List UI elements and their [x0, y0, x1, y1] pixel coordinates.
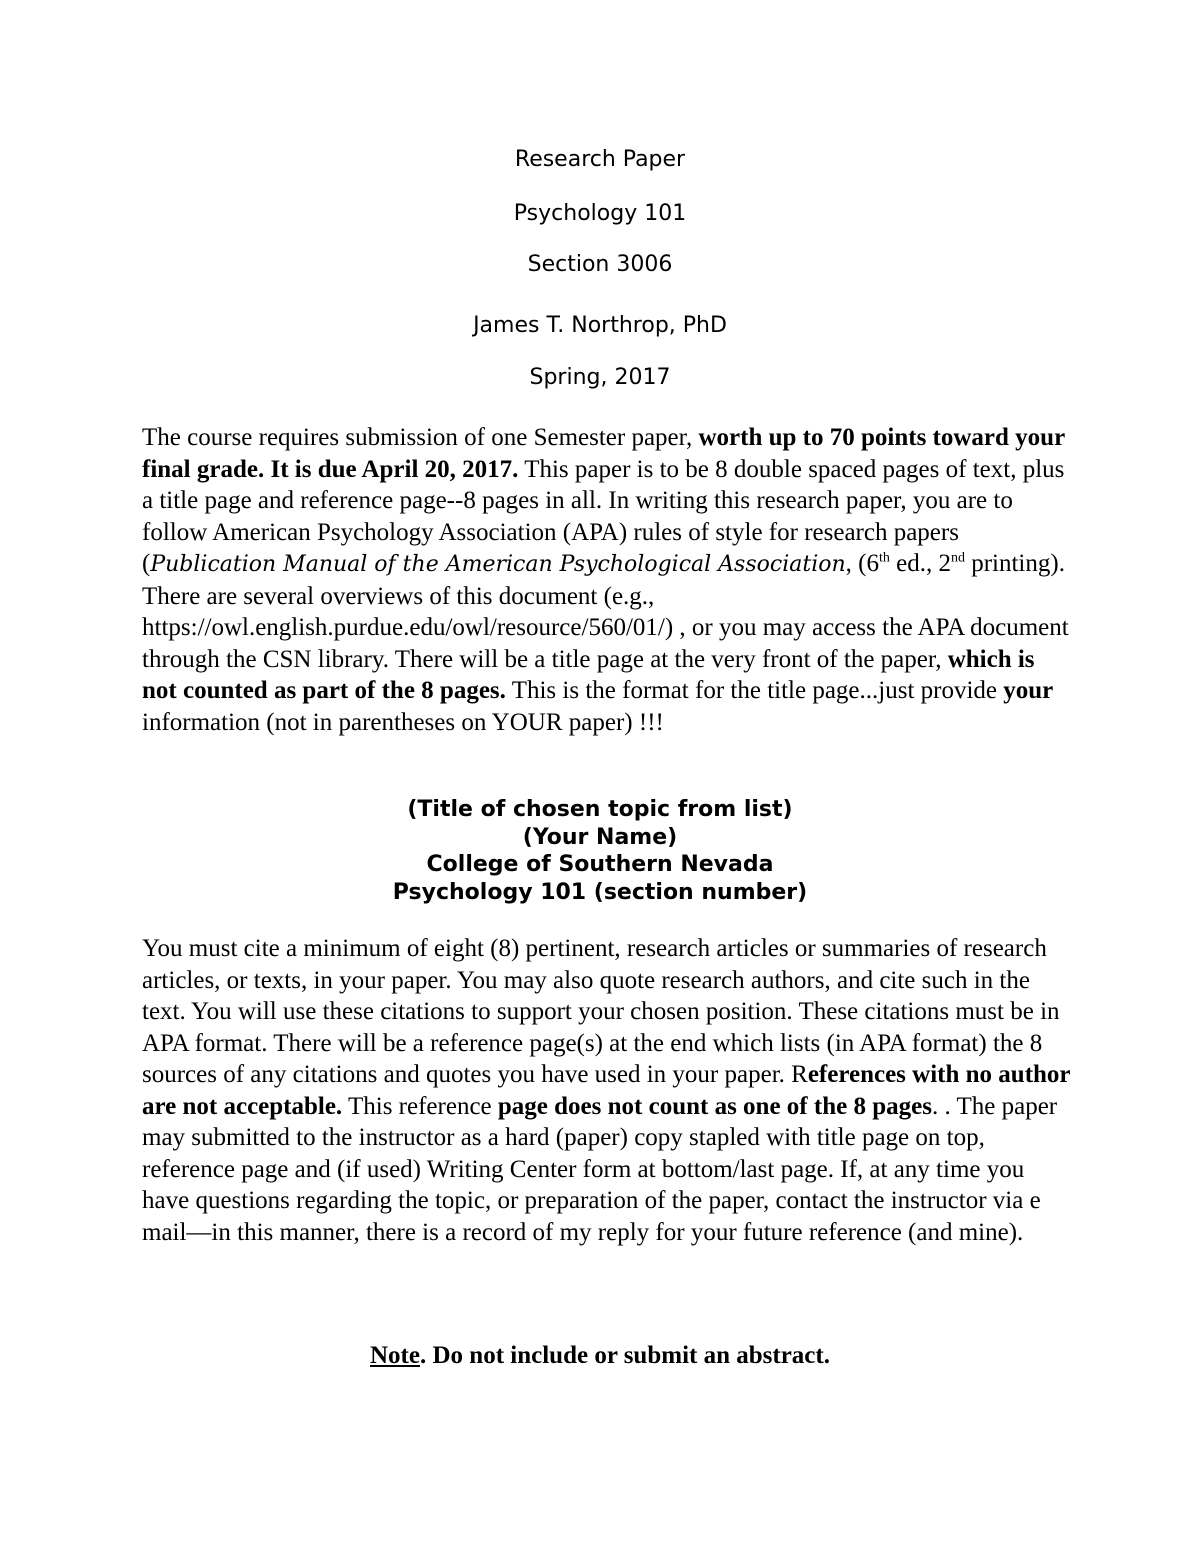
format-your-name: (Your Name) — [522, 824, 678, 850]
reference-page-not-counted: page does not count as one of the 8 pages — [497, 1092, 932, 1120]
format-topic-title: (Title of chosen topic from list) — [407, 797, 793, 822]
para1-text-7: printing). There are several overviews of this document (e.g., https://owl.english.purdue.edu/owl/resource/560/01/) , or you may access the APA document through the CSN library. There will be a title page at the very front of the paper, — [142, 550, 1069, 673]
no-author-warning: eferences with no author are not acceptable. — [142, 1061, 1071, 1120]
section-number: Section 3006 — [527, 252, 673, 277]
abstract-note — [0, 1341, 1200, 1371]
course-name: Psychology 101 — [513, 201, 687, 226]
title-page-format — [0, 796, 1200, 906]
para1-text-1: The course requires submission of one Semester paper, — [142, 424, 699, 451]
note-label: Note — [370, 1342, 420, 1369]
para1-text-3: This paper is to be 8 double spaced pages of text, plus a title page and reference page--8 pages in all. In writing this research paper, you are to follow American Psychology Association (APA) rules of style for research papers ( — [142, 455, 1065, 577]
printing-superscript: nd — [950, 550, 965, 566]
semester: Spring, 2017 — [529, 365, 671, 390]
format-college: College of Southern Nevada — [426, 852, 774, 877]
format-course-section: Psychology 101 (section number) — [392, 879, 808, 905]
paper-title: Research Paper — [514, 147, 686, 172]
your-emphasis: your — [1003, 677, 1054, 704]
para2-text-1: You must cite a minimum of eight (8) pertinent, research articles or summaries of research articles, or texts, in your paper. You may also quote research authors, and cite such in the text. You will use these citations to support your chosen position. These citations must be in APA format. There will be a reference page(s) at the end which lists (in APA format) the 8 sources of any citations and quotes you have used in your paper. R — [142, 935, 1060, 1088]
requirements-paragraph — [142, 422, 1072, 738]
para1-text-6: ed., 2 — [889, 550, 951, 577]
para1-text-11: information (not in parentheses on YOUR paper) !!! — [142, 708, 664, 736]
apa-manual-title: Publication Manual of the American Psychological Association — [150, 552, 846, 577]
para2-text-3: This reference — [342, 1092, 498, 1120]
points-due-date: worth up to 70 points toward your final grade. It is due April 20, 2017. — [142, 424, 1065, 483]
citations-paragraph — [142, 933, 1072, 1248]
para2-text-5: . . The paper may submitted to the instructor as a hard (paper) copy stapled with title page on top, reference page and (if used) Writing Center form at bottom/last page. If, at any time you have questions regarding the topic, or preparation of the paper, contact the instructor via e mail—in this manner, there is a record of my reply for your future reference (and mine). — [142, 1092, 1058, 1246]
note-text: . Do not include or submit an abstract. — [419, 1342, 830, 1369]
para1-text-9: This is the format for the title page...just provide — [505, 677, 1004, 704]
edition-superscript: th — [878, 550, 890, 566]
para1-text-5: , (6 — [845, 550, 879, 577]
instructor-name: James T. Northrop, PhD — [473, 313, 727, 338]
title-page-not-counted: which is not counted as part of the 8 pages. — [142, 645, 1035, 704]
